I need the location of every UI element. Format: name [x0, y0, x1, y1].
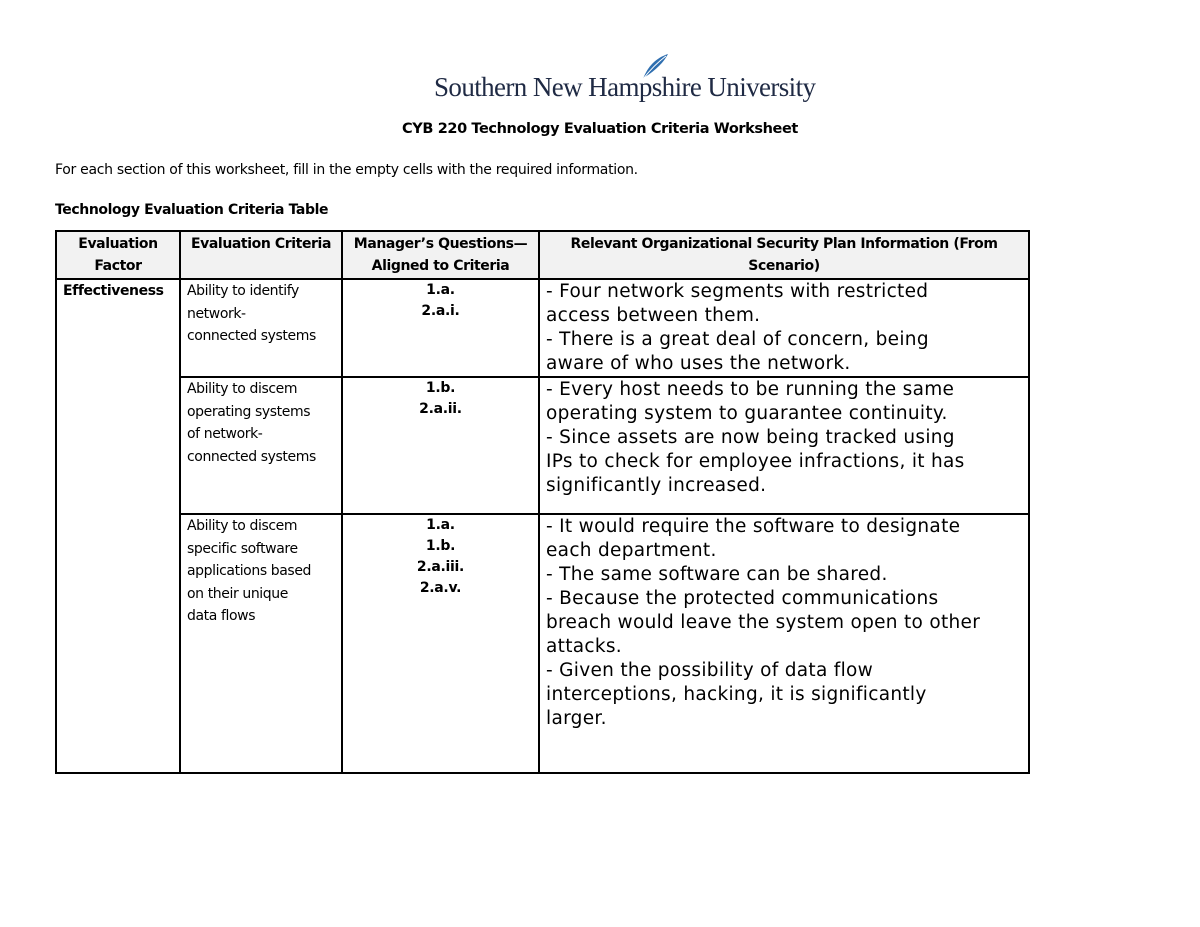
leaf-icon	[640, 52, 670, 82]
info-line: IPs to check for employee infractions, it has	[546, 451, 965, 472]
info-line: - Four network segments with restricted	[546, 281, 929, 302]
table-row	[56, 279, 1029, 377]
questions-cell	[342, 377, 539, 514]
info-line: each department.	[546, 540, 717, 561]
info-line: - There is a great deal of concern, being	[546, 329, 929, 350]
header-security-plan-info: Relevant Organizational Security Plan Information (From Scenario)	[539, 231, 1029, 279]
criteria-cell	[180, 514, 342, 773]
criteria-cell	[180, 279, 342, 377]
criteria-line: applications based	[187, 563, 312, 579]
info-cell	[539, 514, 1029, 773]
criteria-line: data flows	[187, 608, 256, 624]
question-ref: 2.a.i.	[421, 303, 460, 319]
table-header-row	[56, 231, 1029, 279]
university-logo	[434, 52, 816, 106]
criteria-table	[55, 230, 1030, 774]
criteria-line: Ability to identify	[187, 283, 299, 299]
criteria-line: specific software	[187, 540, 298, 557]
info-line: operating system to guarantee continuity.	[546, 403, 948, 424]
info-line: - Every host needs to be running the same	[546, 379, 955, 400]
info-line: access between them.	[546, 305, 761, 326]
question-ref: 2.a.iii.	[416, 559, 465, 575]
info-line: attacks.	[546, 636, 622, 657]
criteria-line: Ability to discem	[187, 518, 298, 534]
question-ref: 1.a.	[426, 517, 455, 533]
info-cell	[539, 279, 1029, 377]
instructions-text: For each section of this worksheet, fill in the empty cells with the required information.	[55, 162, 638, 178]
table-row	[56, 514, 1029, 773]
header-managers-questions: Manager’s Questions—Aligned to Criteria	[342, 231, 539, 279]
info-cell	[539, 377, 1029, 514]
info-line: - Since assets are now being tracked using	[546, 427, 955, 448]
criteria-line: on their unique	[187, 585, 288, 602]
university-logo-text: Southern New Hampshire University	[434, 72, 816, 102]
question-ref: 1.a.	[426, 282, 455, 298]
info-line: - It would require the software to designate	[546, 516, 961, 537]
info-line: breach would leave the system open to other	[546, 612, 981, 633]
info-line: - Given the possibility of data flow	[546, 660, 874, 681]
criteria-line: connected systems	[187, 448, 316, 465]
info-line: - Because the protected communications	[546, 588, 939, 609]
table-title: Technology Evaluation Criteria Table	[55, 202, 329, 218]
criteria-line: network-	[187, 305, 246, 322]
criteria-line: connected systems	[187, 328, 316, 344]
evaluation-factor-cell: Effectiveness	[56, 279, 180, 773]
question-ref: 2.a.ii.	[419, 401, 462, 417]
info-line: larger.	[546, 708, 607, 729]
questions-cell	[342, 514, 539, 773]
header-evaluation-criteria: Evaluation Criteria	[180, 231, 342, 279]
info-line: significantly increased.	[546, 475, 767, 496]
criteria-line: operating systems	[187, 403, 311, 420]
header-evaluation-factor: Evaluation Factor	[56, 231, 180, 279]
criteria-line: Ability to discem	[187, 381, 298, 397]
question-ref: 1.b.	[425, 380, 456, 396]
info-line: - The same software can be shared.	[546, 564, 888, 585]
question-ref: 2.a.v.	[419, 580, 462, 596]
questions-cell	[342, 279, 539, 377]
criteria-cell	[180, 377, 342, 514]
info-line: aware of who uses the network.	[546, 353, 851, 374]
table-row	[56, 377, 1029, 514]
question-ref: 1.b.	[425, 538, 456, 554]
info-line: interceptions, hacking, it is significantly	[546, 684, 927, 705]
page-title: CYB 220 Technology Evaluation Criteria Worksheet	[402, 121, 798, 137]
criteria-line: of network-	[187, 426, 263, 442]
